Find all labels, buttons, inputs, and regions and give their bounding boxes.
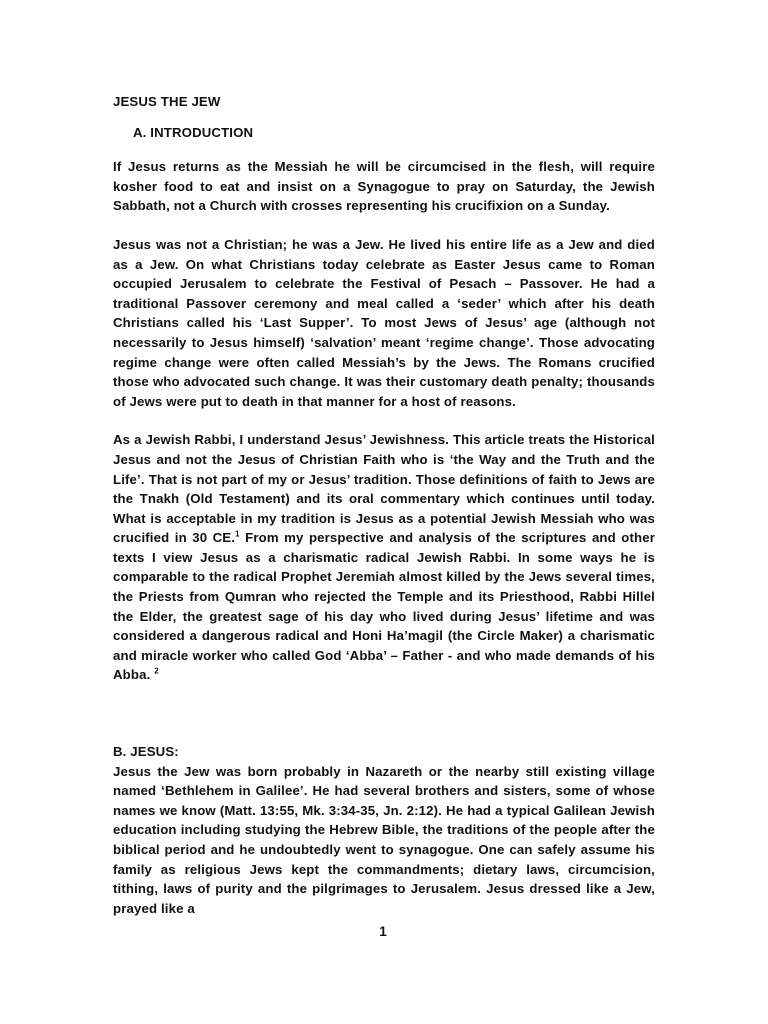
section-heading-jesus: B. JESUS: <box>113 744 179 760</box>
paragraph-1: If Jesus returns as the Messiah he will be circumcised in the flesh, will require kosher food to eat and insist on a Synagogue to pray on Saturday, the Jewish Sabbath, not a Church with crosses representing his crucifixion on a Sunday. <box>113 159 655 214</box>
document-body <box>113 92 655 918</box>
footnote-ref-2: 2 <box>154 667 159 677</box>
paragraph-3-text-b: From my perspective and analysis of the scriptures and other texts I view Jesus as a charismatic radical Jewish Rabbi. In some ways he is comparable to the radical Prophet Jeremiah almost killed by the Jews several times, the Priests from Qumran who rejected the Temple and its Priesthood, Rabbi Hillel the Elder, the greatest sage of his day who lived during Jesus’ lifetime and was considered a dangerous radical and Honi Ha’magil (the Circle Maker) a charismatic and miracle worker who called God ‘Abba’ – Father - and who made demands of his Abba. <box>113 530 656 683</box>
paragraph-4: Jesus the Jew was born probably in Nazareth or the nearby still existing village named ‘Bethlehem in Galilee’. He had several brothers and sisters, some of whose names we know (Matt. 13:55, Mk. 3:34-35, Jn. 2:12). He had a typical Galilean Jewish education including studying the Hebrew Bible, the traditions of the people after the biblical period and he undoubtedly went to synagogue. One can safely assume his family as religious Jews kept the commandments; dietary laws, circumcision, tithing, laws of purity and the pilgrimages to Jerusalem. Jesus dressed like a Jew, prayed like a <box>113 763 655 916</box>
page-number: 1 <box>379 924 387 939</box>
section-heading-introduction: A. INTRODUCTION <box>133 124 254 140</box>
footnote-ref-1: 1 <box>235 529 240 539</box>
paragraph-2: Jesus was not a Christian; he was a Jew. He lived his entire life as a Jew and died as a Jew. On what Christians today celebrate as Easter Jesus came to Roman occupied Jerusalem to celebrate the Festival of Pesach – Passover. He had a traditional Passover ceremony and meal called a ‘seder’ which after his death Christians called his ‘Last Supper’. To most Jews of Jesus’ age (although not necessarily to Jesus himself) ‘salvation’ meant ‘regime change’. Those advocating regime change were often called Messiah’s by the Jews. The Romans crucified those who advocated such change. It was their customary death penalty; thousands of Jews were put to death in that manner for a host of reasons. <box>113 236 655 409</box>
document-title: JESUS THE JEW <box>113 94 221 109</box>
paragraph-3 <box>113 430 655 685</box>
paragraph-3-text-a: As a Jewish Rabbi, I understand Jesus’ Jewishness. This article treats the Historical Jesus and not the Jesus of Christian Faith who is ‘the Way and the Truth and the Life’. That is not part of my or Jesus’ tradition. Those definitions of faith to Jews are the Tnakh (Old Testament) and its oral commentary which continues until today. What is acceptable in my tradition is Jesus as a potential Jewish Messiah who was crucified in 30 CE. <box>113 432 655 546</box>
